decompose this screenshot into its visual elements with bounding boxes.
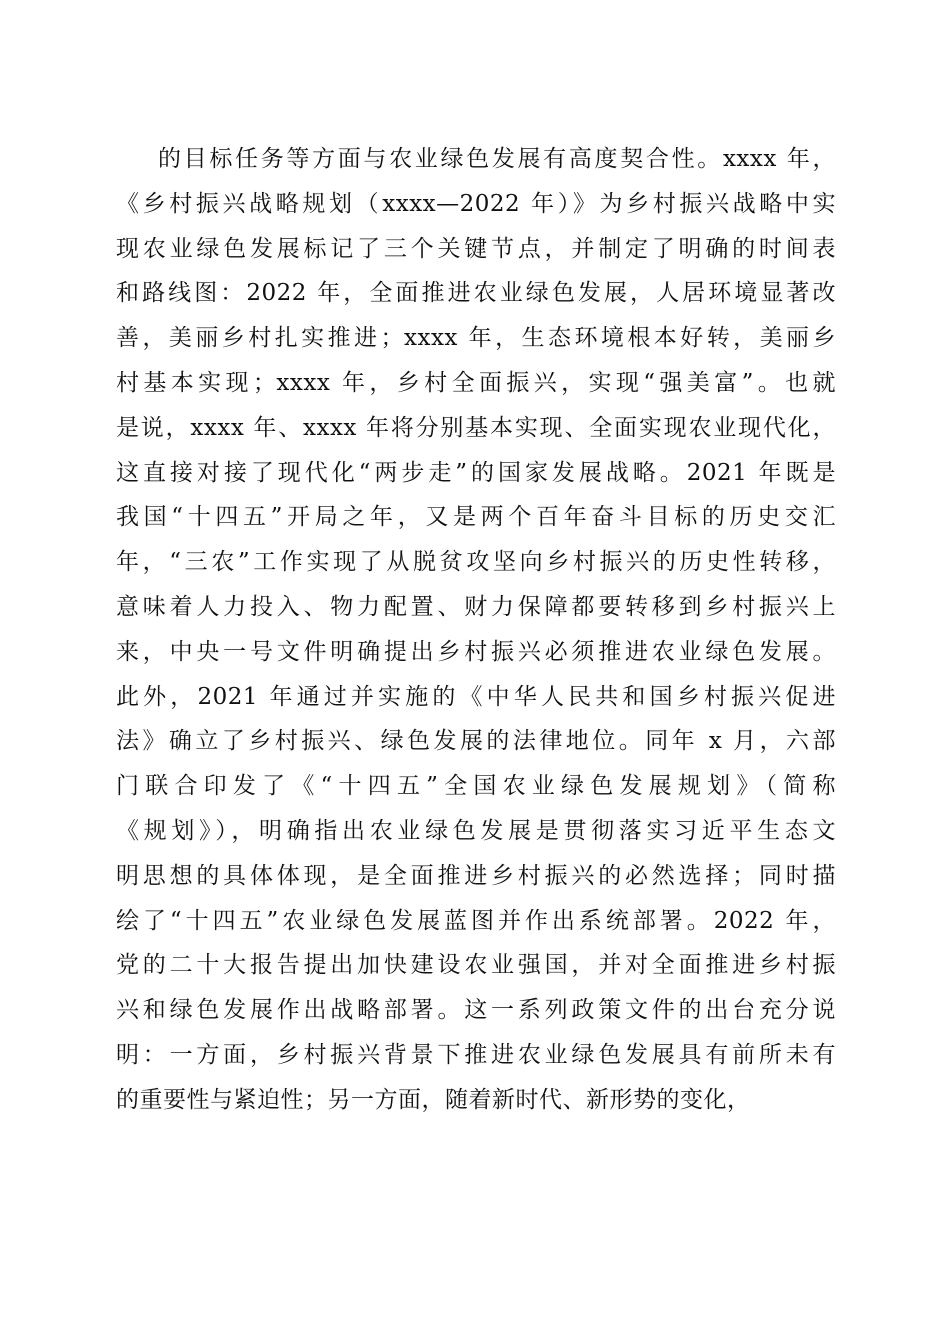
text-line: 和路线图：2022 年，全面推进农业绿色发展，人居环境显著改 [116, 280, 836, 307]
text-line: 此外，2021 年通过并实施的《中华人民共和国乡村振兴促进 [116, 683, 836, 710]
text-line: 《规划》），明确指出农业绿色发展是贯彻落实习近平生态文 [116, 817, 836, 844]
text-line: 善，美丽乡村扎实推进；xxxx 年，生态环境根本好转，美丽乡 [116, 325, 836, 352]
text-line: 绘了“十四五”农业绿色发展蓝图并作出系统部署。2022 年， [116, 907, 836, 934]
text-line: 党的二十大报告提出加快建设农业强国，并对全面推进乡村振 [116, 952, 836, 979]
text-line: 这直接对接了现代化“两步走”的国家发展战略。2021 年既是 [116, 459, 836, 486]
text-line: 意味着人力投入、物力配置、财力保障都要转移到乡村振兴上 [116, 593, 836, 620]
text-line: 法》确立了乡村振兴、绿色发展的法律地位。同年 x 月，六部 [116, 728, 836, 755]
text-line: 的重要性与紧迫性；另一方面，随着新时代、新形势的变化， [116, 1086, 751, 1113]
text-line: 的目标任务等方面与农业绿色发展有高度契合性。xxxx 年， [158, 146, 836, 172]
text-line: 明思想的具体体现，是全面推进乡村振兴的必然选择；同时描 [116, 862, 836, 889]
text-line: 村基本实现；xxxx 年，乡村全面振兴，实现“强美富”。也就 [116, 369, 836, 396]
text-line: 年，“三农”工作实现了从脱贫攻坚向乡村振兴的历史性转移， [116, 549, 836, 576]
body-paragraph [116, 137, 836, 1123]
text-line: 我国“十四五”开局之年，又是两个百年奋斗目标的历史交汇 [116, 504, 836, 531]
text-line: 门联合印发了《“十四五”全国农业绿色发展规划》（简称 [116, 773, 836, 800]
text-line: 来，中央一号文件明确提出乡村振兴必须推进农业绿色发展。 [116, 638, 836, 665]
text-line: 现农业绿色发展标记了三个关键节点，并制定了明确的时间表 [116, 235, 836, 262]
text-line: 兴和绿色发展作出战略部署。这一系列政策文件的出台充分说 [116, 997, 836, 1024]
text-line: 是说，xxxx 年、xxxx 年将分别基本实现、全面实现农业现代化， [116, 414, 836, 441]
text-line: 《乡村振兴战略规划（xxxx—2022 年）》为乡村振兴战略中实 [116, 190, 836, 217]
text-line: 明：一方面，乡村振兴背景下推进农业绿色发展具有前所未有 [116, 1041, 836, 1068]
